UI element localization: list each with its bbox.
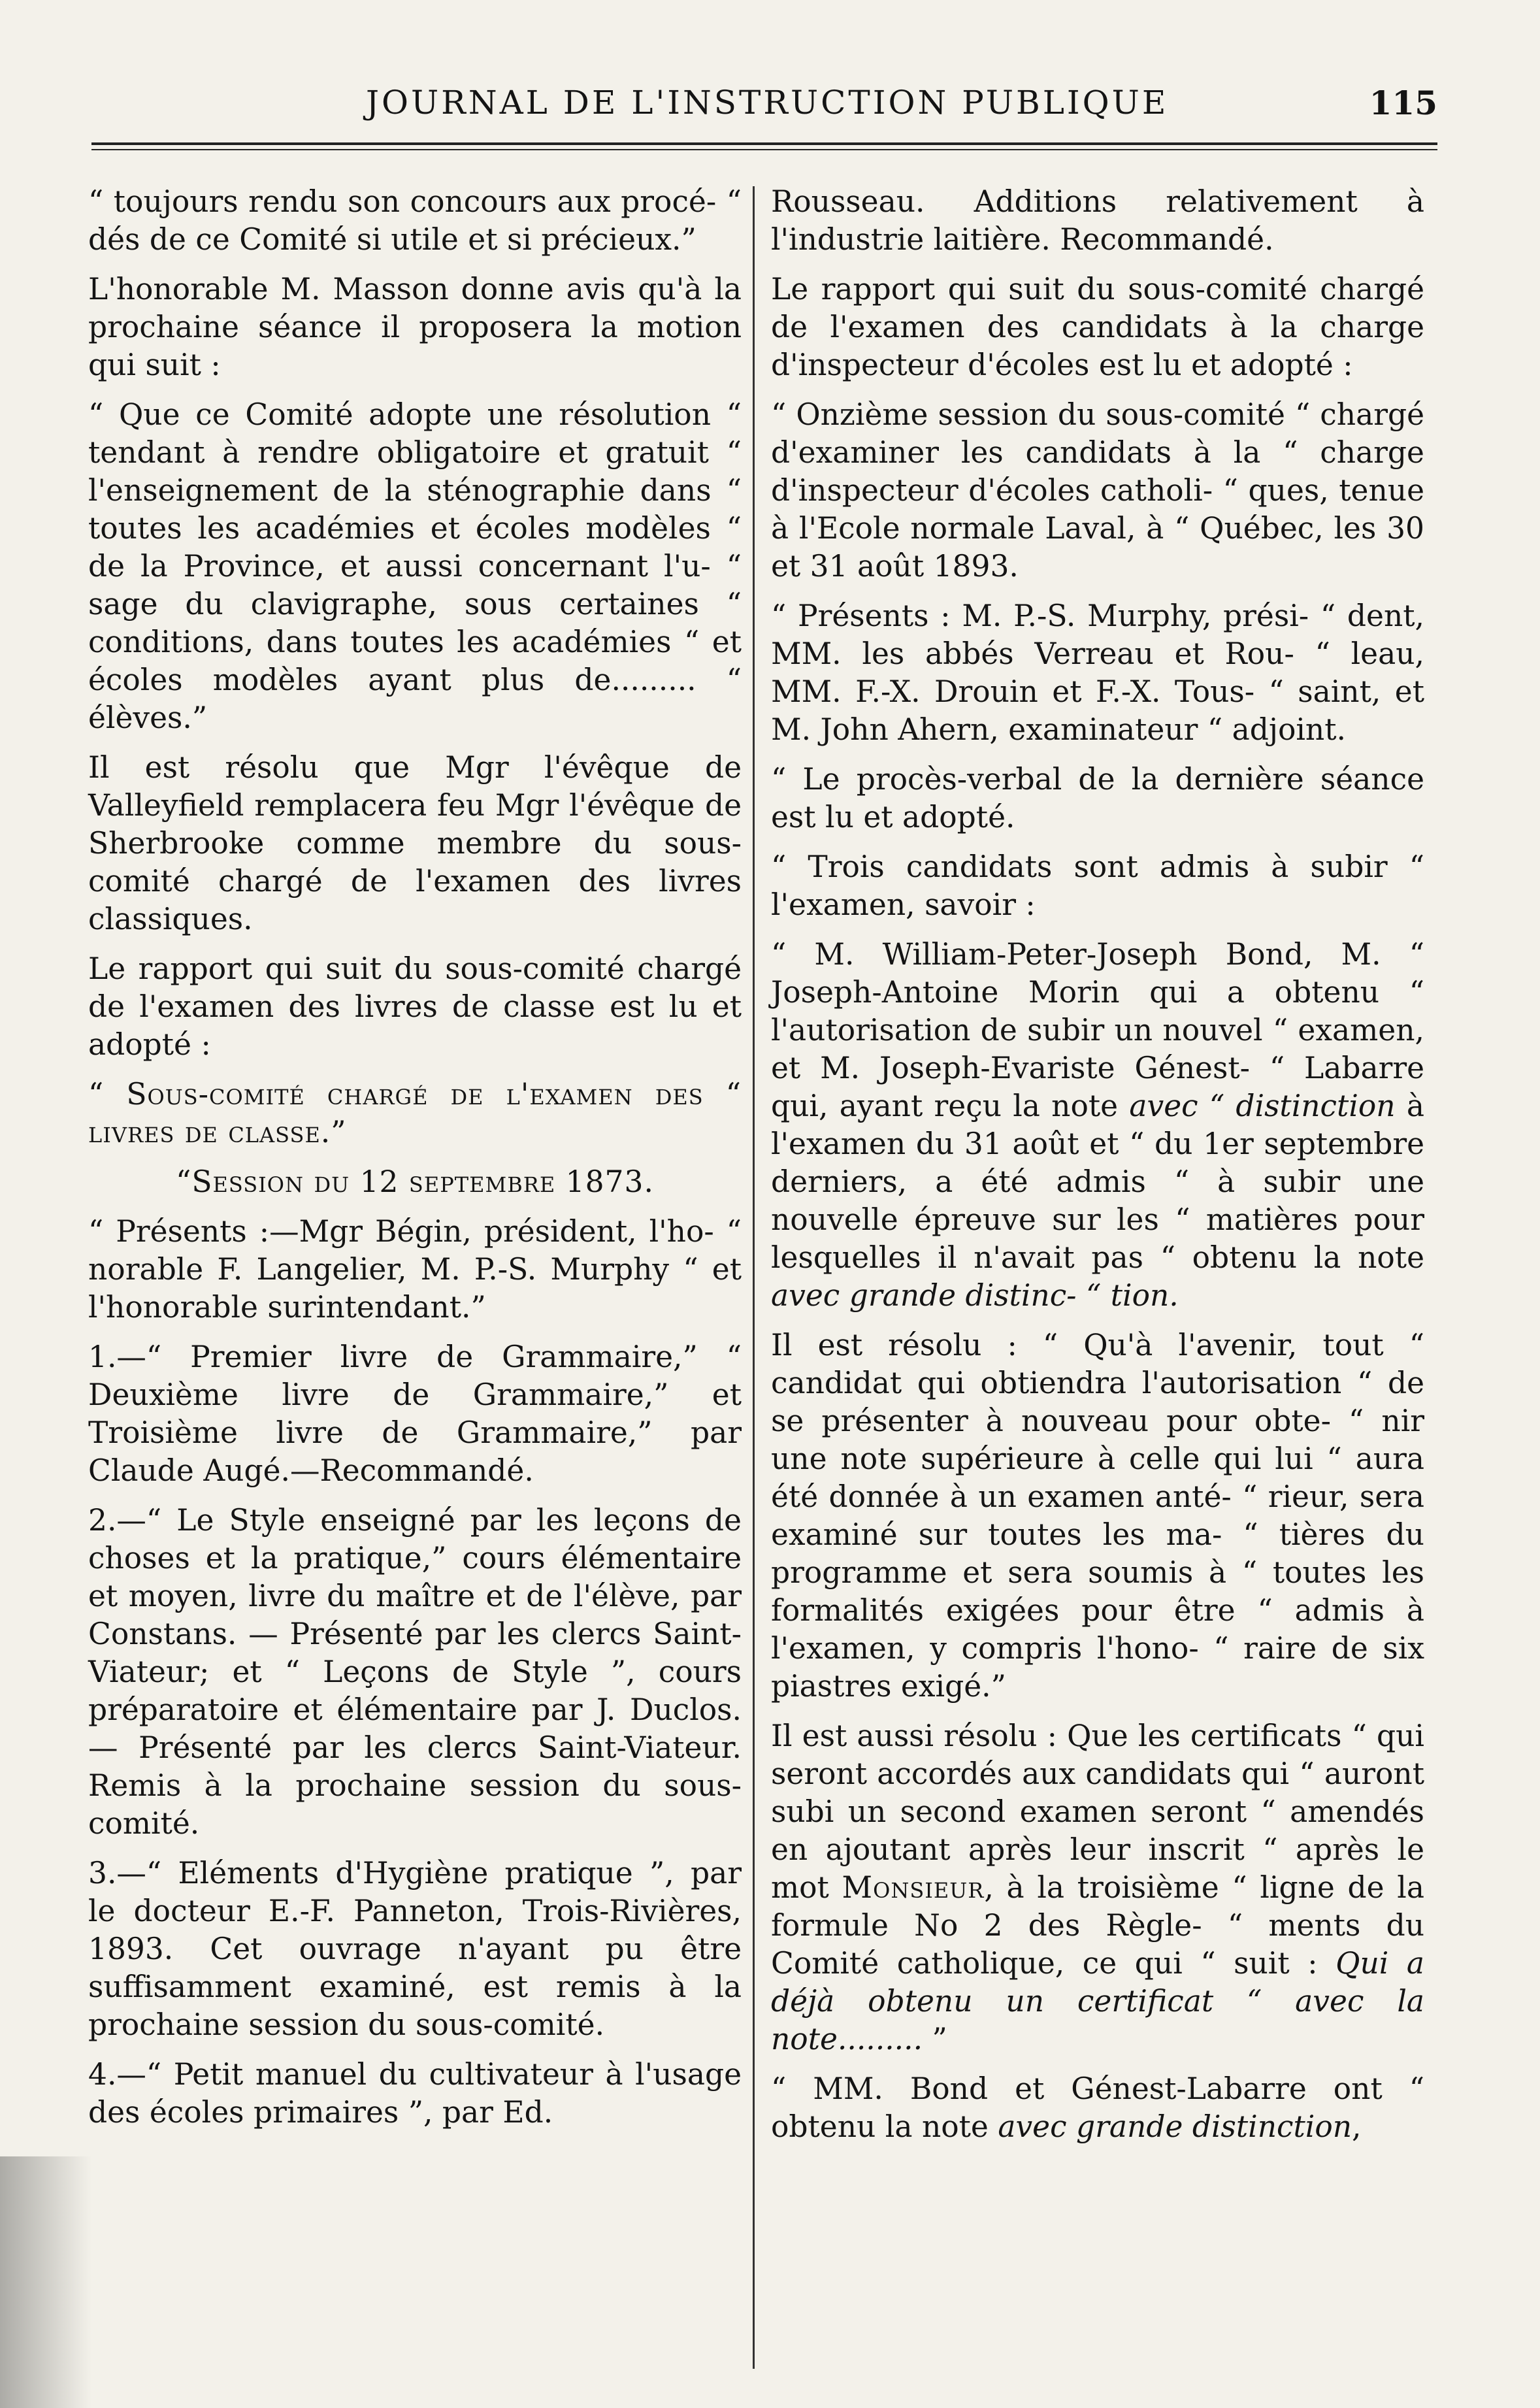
paragraph: L'honorable M. Masson donne avis qu'à la prochaine séance il proposera la motion qui suit : xyxy=(88,272,742,382)
scan-smudge xyxy=(0,2156,91,2408)
paragraph xyxy=(771,936,1424,1315)
paragraph: Le rapport qui suit du sous-comité chargé de l'examen des livres de classe est lu et adopté : xyxy=(88,951,742,1062)
list-item: 1.—“ Premier livre de Grammaire,” “ Deuxième livre de Grammaire,” et Troisième livre de Grammaire,” par Claude Augé.—Recommandé. xyxy=(88,1340,742,1488)
text-run: ” xyxy=(932,2022,947,2056)
paragraph: “ Présents : M. P.-S. Murphy, prési- “ dent, MM. les abbés Verreau et Rou- “ leau, MM. F.-X. Drouin et F.-X. Tous- “ saint, et M. John Ahern, examinateur “ adjoint. xyxy=(771,599,1424,747)
paragraph xyxy=(771,1717,1424,2058)
italic-run: avec “ distinction xyxy=(1129,1089,1396,1123)
left-column xyxy=(88,183,742,2143)
paragraph: “ Onzième session du sous-comité “ chargé d'examiner les candidats à la “ charge d'inspecteur d'écoles catholi- “ ques, tenue à l'Ecole normale Laval, à “ Québec, les 30 et 31 août 1893. xyxy=(771,397,1424,584)
page-number: 115 xyxy=(1369,84,1437,122)
running-title: JOURNAL DE L'INSTRUCTION PUBLIQUE xyxy=(366,84,1169,122)
paragraph: “ Trois candidats sont admis à subir “ l'examen, savoir : xyxy=(771,849,1424,922)
text-run: “ M. William-Peter-Joseph Bond, M. “ Joseph-Antoine Morin qui a obtenu “ l'autorisation de subir un nouvel “ examen, et M. Joseph-Evariste Génest- “ Labarre qui, ayant reçu la note xyxy=(771,937,1424,1123)
paragraph: “ Présents :—Mgr Bégin, président, l'ho- “ norable F. Langelier, M. P.-S. Murphy “ et l'honorable surintendant.” xyxy=(88,1214,742,1325)
paragraph: Rousseau. Additions relativement à l'industrie laitière. Recommandé. xyxy=(771,184,1424,257)
paragraph: “ toujours rendu son concours aux procé- “ dés de ce Comité si utile et si précieux.” xyxy=(88,184,742,257)
right-column xyxy=(771,183,1424,2158)
session-heading: “Session du 12 septembre 1873. xyxy=(176,1164,654,1199)
paragraph: Il est résolu : “ Qu'à l'avenir, tout “ candidat qui obtiendra l'autorisation “ de se présenter à nouveau pour obte- “ nir une note supérieure à celle qui lui “ aura été donnée à un examen anté- “ rieur, sera examiné sur toutes les ma- “ tières du programme et sera soumis à “ toutes les formalités exigées pour être “ admis à l'examen, y compris l'hono- “ raire de six piastres exigé.” xyxy=(771,1328,1424,1704)
header-rule-thin xyxy=(91,149,1437,150)
paragraph: Le rapport qui suit du sous-comité chargé de l'examen des candidats à la charge d'inspecteur d'écoles est lu et adopté : xyxy=(771,272,1424,382)
list-item: 2.—“ Le Style enseigné par les leçons de choses et la pratique,” cours élémentaire et moyen, livre du maître et de l'élève, par Constans. — Présenté par les clercs Saint-Viateur; et “ Leçons de Style ”, cours préparatoire et élémentaire par J. Duclos.— Présenté par les clercs Saint-Viateur. Remis à la prochaine session du sous-comité. xyxy=(88,1503,742,1841)
italic-run: Qui a déjà obtenu un certificat “ avec la note......... xyxy=(771,1946,1424,2056)
column-divider xyxy=(753,186,755,2369)
text-run: , à la troisième “ ligne de la formule No 2 des Règle- “ ments du Comité catholique, ce qui “ suit : xyxy=(771,1870,1424,1981)
text-run: à l'examen du 31 août et “ du 1er septembre derniers, a été admis “ à subir une nouvelle épreuve sur les “ matières pour lesquelles il n'avait pas “ obtenu la note xyxy=(771,1089,1424,1275)
subcommittee-heading: “ Sous-comité chargé de l'examen des “ livres de classe.” xyxy=(88,1077,742,1149)
italic-run: avec grande distinc- “ tion. xyxy=(771,1278,1179,1313)
motion-quote: “ Que ce Comité adopte une résolution “ tendant à rendre obligatoire et gratuit “ l'enseignement de la sténographie dans “ toutes les académies et écoles modèles “ de la Province, et aussi concernant l'u- “ sage du clavigraphe, sous certaines “ conditions, dans toutes les académies “ et écoles modèles ayant plus de......... “ élèves.” xyxy=(88,397,742,735)
header-rule-thick xyxy=(91,142,1437,145)
text-run: , xyxy=(1352,2109,1362,2144)
paragraph: “ Le procès-verbal de la dernière séance est lu et adopté. xyxy=(771,762,1424,834)
paragraph: Il est résolu que Mgr l'évêque de Valleyfield remplacera feu Mgr l'évêque de Sherbrooke comme membre du sous-comité chargé de l'examen des livres classiques. xyxy=(88,750,742,936)
list-item: 4.—“ Petit manuel du cultivateur à l'usage des écoles primaires ”, par Ed. xyxy=(88,2057,742,2130)
list-item: 3.—“ Eléments d'Hygiène pratique ”, par le docteur E.-F. Panneton, Trois-Rivières, 1893. Cet ouvrage n'ayant pu être suffisamment examiné, est remis à la prochaine session du sous-comité. xyxy=(88,1856,742,2042)
italic-run: avec grande distinction xyxy=(998,2109,1352,2144)
text-run: “ MM. Bond et Génest-Labarre ont “ obtenu la note xyxy=(771,2071,1424,2144)
page-header xyxy=(91,77,1437,136)
text-run: Il est aussi résolu : Que les certificats “ qui seront accordés aux candidats qui “ auront subi un second examen seront “ amendés en ajoutant après leur inscrit “ après le mot xyxy=(771,1719,1424,1905)
small-caps-run: Monsieur xyxy=(842,1870,985,1905)
paragraph xyxy=(771,2070,1424,2146)
